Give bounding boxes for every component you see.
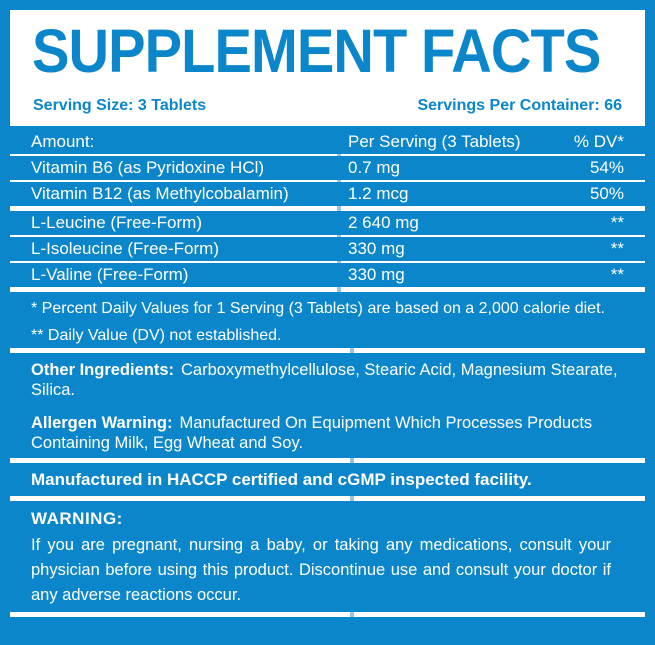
column-header-per-serving: Per Serving (3 Tablets) [348, 132, 521, 151]
section-divider [10, 287, 645, 292]
other-ingredients-label: Other Ingredients: [31, 361, 175, 379]
divider-notch [350, 612, 354, 617]
table-header-row [10, 130, 645, 154]
other-ingredients-text: Carboxymethylcellulose, Stearic Acid, Magnesium Stearate, Silica. [31, 361, 618, 399]
divider-notch [337, 154, 341, 156]
serving-size-label: Serving Size: 3 Tablets [33, 97, 207, 114]
section-divider [10, 348, 645, 353]
page-title: SUPPLEMENT FACTS [32, 17, 601, 85]
ingredient-name: Vitamin B12 (as Methylcobalamin) [31, 184, 289, 203]
other-ingredients [10, 360, 645, 400]
ingredient-name: L-Leucine (Free-Form) [31, 213, 202, 232]
allergen-warning [10, 413, 645, 453]
section-divider [10, 206, 645, 211]
footnotes [10, 292, 645, 348]
divider-notch [337, 180, 341, 182]
table-row [10, 182, 645, 206]
section-divider [10, 496, 645, 501]
table-row [10, 211, 645, 235]
divider-notch [350, 348, 354, 353]
divider-notch [337, 206, 341, 211]
header-panel [10, 10, 645, 126]
ingredient-dv: ** [610, 265, 624, 284]
column-header-amount: Amount: [31, 132, 95, 151]
allergen-warning-text: Manufactured On Equipment Which Processes Products Containing Milk, Egg Wheat and Soy. [31, 414, 593, 452]
warning-text: If you are pregnant, nursing a baby, or taking any medications, consult your physician before using this product. Discontinue use and consult your doctor if any adverse reactions occur. [31, 536, 611, 604]
row-divider [10, 154, 645, 156]
ingredient-dv: 54% [589, 158, 624, 177]
ingredient-dv: ** [610, 239, 624, 258]
row-divider [10, 261, 645, 263]
ingredient-amount: 330 mg [348, 239, 405, 258]
row-divider [10, 180, 645, 182]
dv-not-established-footnote: ** Daily Value (DV) not established. [31, 327, 282, 344]
table-row [10, 156, 645, 180]
allergen-warning-label: Allergen Warning: [31, 414, 173, 432]
divider-notch [350, 496, 354, 501]
ingredient-amount: 1.2 mcg [348, 184, 409, 203]
servings-per-container-label: Servings Per Container: 66 [417, 97, 622, 114]
section-divider [10, 612, 645, 617]
ingredient-amount: 0.7 mg [348, 158, 400, 177]
ingredient-dv: 50% [589, 184, 624, 203]
manufacturing-note: Manufactured in HACCP certified and cGMP inspected facility. [31, 470, 532, 489]
ingredient-name: Vitamin B6 (as Pyridoxine HCl) [31, 158, 265, 177]
supplement-table [10, 126, 645, 292]
ingredient-name: L-Valine (Free-Form) [31, 265, 189, 284]
divider-notch [337, 261, 341, 263]
ingredient-amount: 2 640 mg [348, 213, 419, 232]
divider-notch [350, 458, 354, 463]
ingredient-dv: ** [610, 213, 624, 232]
label-body [10, 126, 645, 645]
serving-info-row [33, 97, 622, 115]
row-divider [10, 235, 645, 237]
table-row [10, 263, 645, 287]
column-header-dv: % DV* [573, 132, 624, 151]
warning-heading: WARNING: [31, 509, 123, 528]
ingredient-name: L-Isoleucine (Free-Form) [31, 239, 219, 258]
divider-notch [337, 287, 341, 292]
percent-dv-footnote: * Percent Daily Values for 1 Serving (3 Tablets) are based on a 2,000 calorie diet. [31, 300, 605, 317]
section-divider [10, 458, 645, 463]
table-row [10, 237, 645, 261]
divider-notch [337, 235, 341, 237]
ingredient-amount: 330 mg [348, 265, 405, 284]
